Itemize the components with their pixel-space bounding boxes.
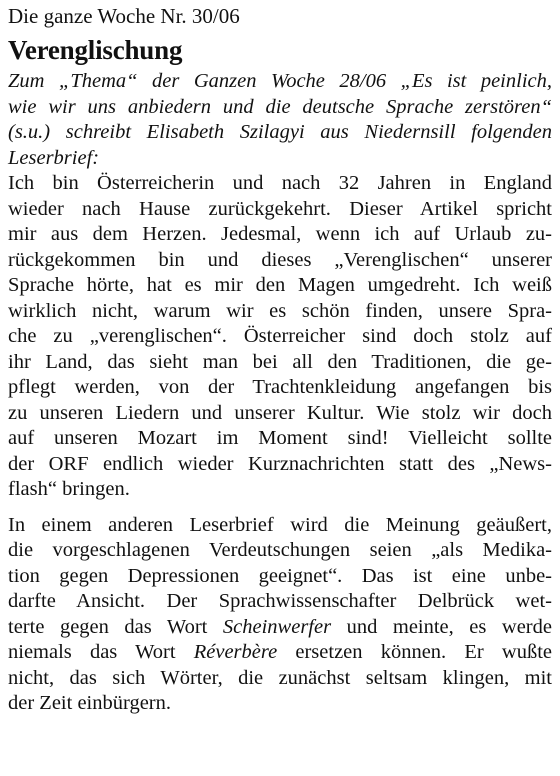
body-line: che zu „verenglischen“. Österreicher sind doch stolz auf	[8, 325, 552, 347]
body-line: ihr Land, das sieht man bei all den Traditionen, die ge-	[8, 350, 552, 373]
headline: Verenglischung	[8, 35, 183, 65]
intro-paragraph	[8, 69, 552, 171]
intro-line: wie wir uns anbiedern und die deutsche Sprache zerstören“	[8, 95, 552, 118]
body-line: tion gegen Depressionen geeignet“. Das ist eine unbe-	[8, 564, 552, 587]
body-line-mixed	[8, 640, 552, 666]
body-text: niemals das Wort	[8, 641, 194, 663]
body-text: und meinte, es werde	[331, 615, 552, 638]
italic-term-scheinwerfer: Scheinwerfer	[222, 615, 332, 638]
body-line: Sprache hörte, hat es mir den Magen umgedreht. Ich weiß	[8, 274, 552, 296]
body-line: auf unseren Mozart im Moment sind! Vielleicht sollte	[8, 427, 552, 449]
body-line: der Zeit einbürgern.	[8, 692, 171, 714]
body-line: mir aus dem Herzen. Jedesmal, wenn ich auf Urlaub zu-	[8, 223, 552, 245]
body-line: flash“ bringen.	[8, 478, 130, 500]
body-line: darfte Ansicht. Der Sprachwissenschafter Delbrück wet-	[8, 590, 552, 612]
issue-reference: Die ganze Woche Nr. 30/06	[8, 4, 240, 28]
body-line: die vorgeschlagenen Verdeutschungen seien „als Medika-	[8, 539, 552, 561]
body-paragraph-1	[8, 171, 552, 503]
body-line: rückgekommen bin und dieses „Verenglischen“ unserer	[8, 248, 552, 271]
body-line: In einem anderen Leserbrief wird die Meinung geäußert,	[8, 513, 552, 536]
intro-line: Leserbrief:	[8, 146, 100, 169]
body-line: wirklich nicht, warum wir es schön finden, unsere Spra-	[8, 299, 552, 322]
intro-line: (s.u.) schreibt Elisabeth Szilagyi aus Niedernsill folgenden	[8, 121, 552, 143]
body-line: nicht, das sich Wörter, die zunächst seltsam klingen, mit	[8, 666, 552, 689]
body-line: zu unseren Liedern und unserer Kultur. Wie stolz wir doch	[8, 401, 552, 424]
body-line: wieder nach Hause zurückgekehrt. Dieser Artikel spricht	[8, 197, 552, 220]
body-text: terte gegen das Wort	[8, 615, 223, 638]
intro-line: Zum „Thema“ der Ganzen Woche 28/06 „Es ist peinlich,	[8, 70, 552, 92]
body-line: pflegt werden, von der Trachtenkleidung angefangen bis	[8, 376, 552, 398]
letter-page	[8, 0, 552, 717]
body-paragraph-2	[8, 513, 552, 717]
italic-term-reverbere: Réverbère	[193, 641, 278, 663]
body-text: ersetzen können. Er wußte	[277, 641, 552, 663]
body-line: Ich bin Österreicherin und nach 32 Jahren in England	[8, 172, 552, 194]
body-line-mixed	[8, 615, 552, 641]
body-line: der ORF endlich wieder Kurznachrichten statt des „News-	[8, 452, 552, 475]
